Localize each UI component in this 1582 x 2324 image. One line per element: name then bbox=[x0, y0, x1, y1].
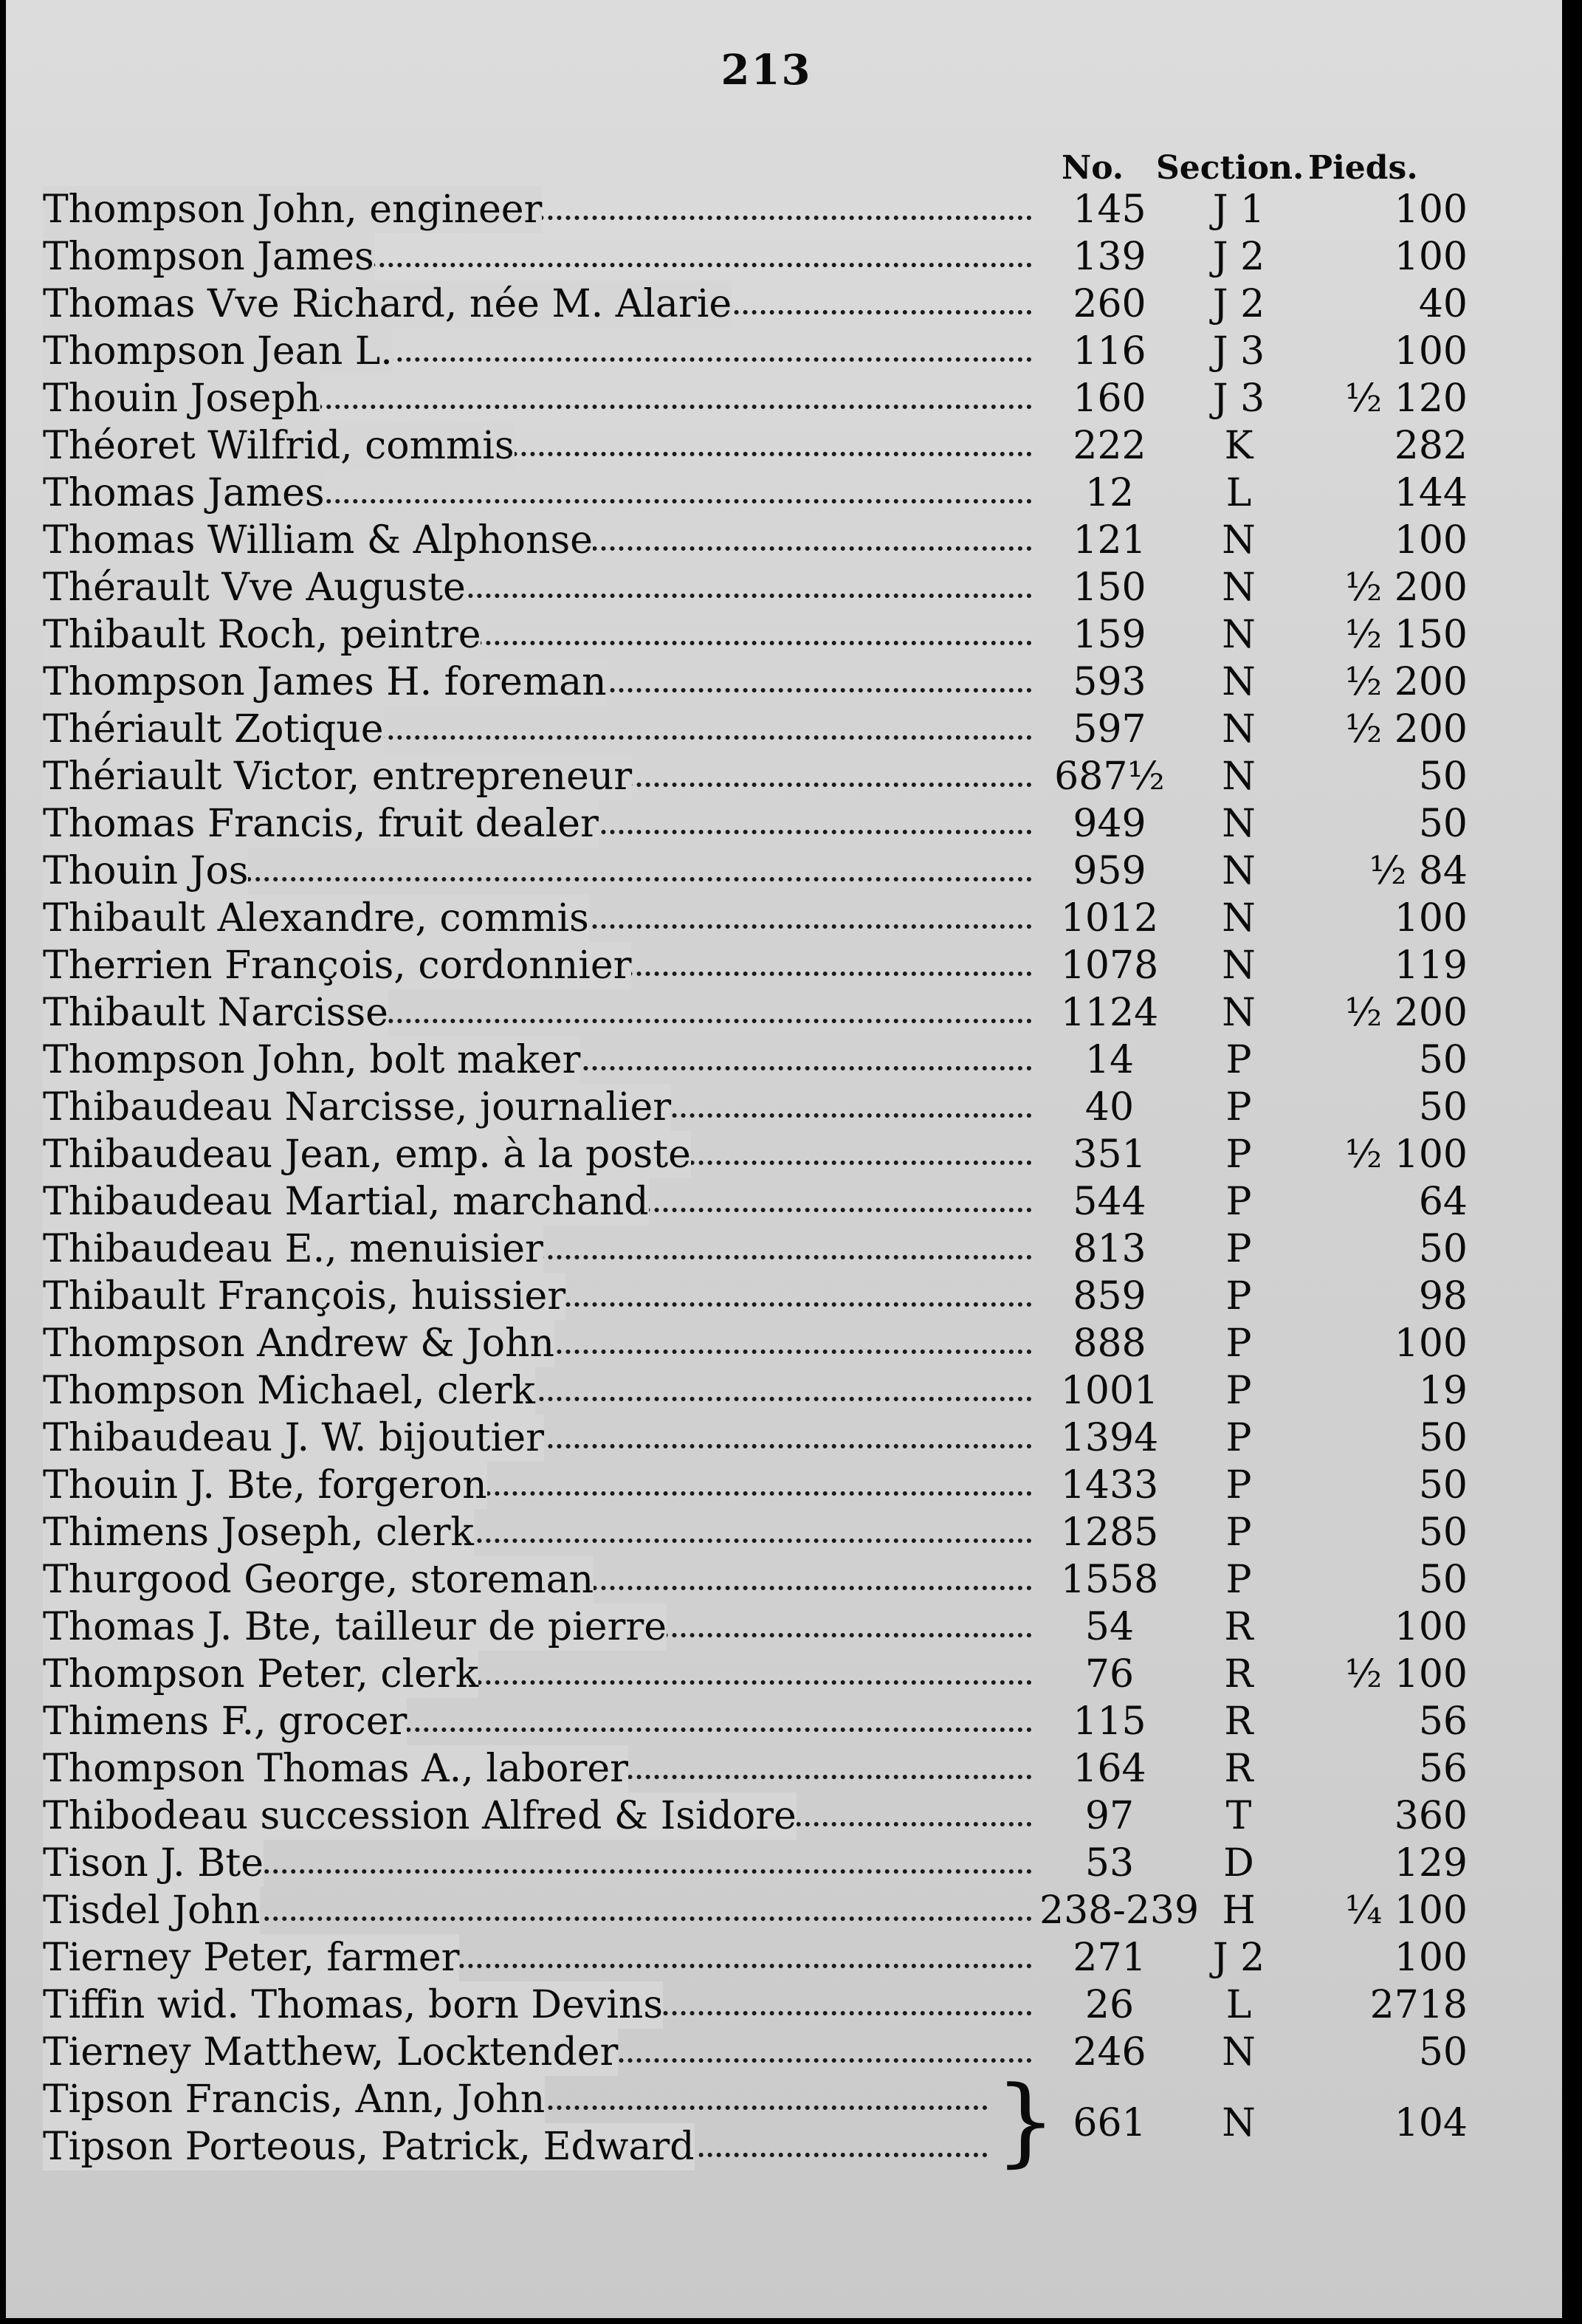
entry-name-cell bbox=[43, 375, 1032, 422]
entry-name-cell bbox=[43, 848, 1032, 895]
list-item bbox=[43, 1840, 1534, 1887]
grouped-list-item bbox=[43, 2065, 1534, 2177]
entry-pieds: 40 bbox=[1418, 282, 1468, 326]
entry-section: J 2 bbox=[1212, 1936, 1265, 1980]
entry-pieds: ½ 200 bbox=[1344, 660, 1468, 704]
entry-name: Tierney Peter, farmer bbox=[43, 1936, 460, 1980]
entry-no: 1001 bbox=[1060, 1369, 1159, 1413]
entry-pieds: 100 bbox=[1394, 188, 1468, 232]
entry-no: 150 bbox=[1073, 565, 1146, 610]
entry-pieds: ¼ 100 bbox=[1344, 1888, 1468, 1933]
entry-name-cell bbox=[43, 1131, 1032, 1178]
entry-name-cell bbox=[43, 422, 1032, 470]
entry-section: L bbox=[1225, 471, 1252, 515]
entry-name-cell bbox=[43, 1414, 1032, 1462]
list-item bbox=[43, 1462, 1534, 1509]
list-item bbox=[43, 1509, 1534, 1556]
entry-pieds: ½ 120 bbox=[1344, 377, 1468, 421]
entry-name: Tipson Francis, Ann, John bbox=[43, 2077, 546, 2122]
entry-pieds: ½ 150 bbox=[1344, 613, 1468, 657]
entry-name-cell bbox=[43, 1745, 1032, 1792]
entry-pieds: ½ 84 bbox=[1369, 849, 1468, 893]
entry-no: 859 bbox=[1073, 1274, 1146, 1319]
entry-pieds: 129 bbox=[1394, 1841, 1468, 1885]
entry-section: J 2 bbox=[1212, 235, 1265, 279]
directory-page bbox=[6, 0, 1562, 2318]
entry-pieds: 50 bbox=[1418, 754, 1468, 799]
entry-pieds: 360 bbox=[1394, 1794, 1468, 1838]
list-item bbox=[43, 1273, 1534, 1320]
entry-section: J 2 bbox=[1212, 282, 1265, 326]
entry-section: K bbox=[1224, 424, 1253, 468]
list-item bbox=[43, 1745, 1534, 1792]
entry-name-cell bbox=[43, 1273, 1032, 1320]
entry-name: Thérault Vve Auguste bbox=[43, 565, 466, 610]
entry-no: 76 bbox=[1084, 1652, 1135, 1696]
entry-section: D bbox=[1223, 1841, 1254, 1885]
entry-name: Thomas James bbox=[43, 471, 325, 515]
entry-name-cell bbox=[43, 1792, 1032, 1840]
list-item bbox=[43, 1698, 1534, 1745]
grouping-brace: } bbox=[995, 2065, 1056, 2177]
list-item bbox=[43, 1320, 1534, 1367]
entry-name-cell bbox=[43, 2029, 1032, 2076]
entry-pieds: 50 bbox=[1418, 1416, 1468, 1460]
entry-section: T bbox=[1225, 1794, 1252, 1838]
entry-name: Thompson Peter, clerk bbox=[43, 1652, 479, 1696]
entry-section: N bbox=[1222, 754, 1256, 799]
entry-pieds: 100 bbox=[1394, 1605, 1468, 1649]
list-item bbox=[43, 1084, 1534, 1131]
entry-no: 351 bbox=[1073, 1132, 1146, 1177]
entry-name: Thomas William & Alphonse bbox=[43, 518, 593, 563]
entry-no: 959 bbox=[1073, 849, 1146, 893]
entry-pieds: 50 bbox=[1418, 1227, 1468, 1271]
list-item bbox=[43, 1792, 1534, 1840]
list-item bbox=[43, 848, 1534, 895]
entry-no: 159 bbox=[1073, 613, 1146, 657]
entry-no: 544 bbox=[1073, 1180, 1146, 1224]
entry-name-cell bbox=[43, 470, 1032, 517]
entry-section: P bbox=[1225, 1038, 1252, 1082]
list-item bbox=[43, 281, 1534, 328]
entry-name-cell bbox=[43, 706, 1032, 753]
entry-no: 164 bbox=[1073, 1747, 1146, 1791]
entry-section: R bbox=[1224, 1605, 1253, 1649]
entry-no: 115 bbox=[1073, 1699, 1146, 1744]
entry-pieds: 100 bbox=[1394, 329, 1468, 374]
entry-name: Thibaudeau Martial, marchand bbox=[43, 1180, 649, 1224]
entry-pieds: 100 bbox=[1394, 1321, 1468, 1366]
entry-pieds: 56 bbox=[1418, 1747, 1468, 1791]
entry-section: N bbox=[1222, 565, 1256, 610]
entry-name-cell bbox=[43, 517, 1032, 564]
entry-section: J 3 bbox=[1212, 377, 1265, 421]
entry-pieds: 50 bbox=[1418, 1463, 1468, 1507]
entry-name-cell bbox=[43, 1698, 1032, 1745]
entry-no: 1394 bbox=[1060, 1416, 1159, 1460]
entry-name: Thompson Andrew & John bbox=[43, 1321, 555, 1366]
entry-no: 1285 bbox=[1060, 1510, 1159, 1555]
entry-section: P bbox=[1225, 1227, 1252, 1271]
entry-no: 271 bbox=[1073, 1936, 1146, 1980]
entry-section: P bbox=[1225, 1369, 1252, 1413]
entry-name-cell bbox=[43, 753, 1032, 800]
entry-no: 813 bbox=[1073, 1227, 1146, 1271]
list-item bbox=[43, 659, 1534, 706]
entry-pieds: ½ 200 bbox=[1344, 565, 1468, 610]
entry-name: Thompson John, bolt maker bbox=[43, 1038, 581, 1082]
entry-name: Tison J. Bte bbox=[43, 1841, 264, 1885]
list-item bbox=[43, 2029, 1534, 2076]
entry-section: N bbox=[1222, 802, 1256, 846]
entry-name: Thibault Narcisse bbox=[43, 991, 388, 1035]
entry-name-cell bbox=[43, 1367, 1032, 1414]
entry-pieds: 100 bbox=[1394, 518, 1468, 563]
entry-section: N bbox=[1222, 707, 1256, 752]
entry-pieds: 50 bbox=[1418, 1510, 1468, 1555]
entry-name: Thompson Jean L. bbox=[43, 329, 393, 374]
entry-section: P bbox=[1225, 1558, 1252, 1602]
entry-name: Thériault Zotique bbox=[43, 707, 384, 752]
entry-name: Thompson James H. foreman bbox=[43, 660, 607, 704]
entry-no: 888 bbox=[1073, 1321, 1146, 1366]
entry-name-cell bbox=[43, 895, 1032, 942]
entry-name-cell bbox=[43, 800, 1032, 848]
entry-pieds: 100 bbox=[1394, 235, 1468, 279]
entry-pieds: 56 bbox=[1418, 1699, 1468, 1744]
entry-no: 53 bbox=[1084, 1841, 1135, 1885]
entry-pieds: ½ 200 bbox=[1344, 707, 1468, 752]
list-item bbox=[43, 1887, 1534, 1934]
entry-name-cell bbox=[43, 1084, 1032, 1131]
entry-no: 145 bbox=[1073, 188, 1146, 232]
list-item bbox=[43, 800, 1534, 848]
entry-no: 661 bbox=[1073, 2101, 1146, 2145]
list-item bbox=[43, 895, 1534, 942]
entry-no: 12 bbox=[1084, 471, 1135, 515]
entry-no: 687½ bbox=[1054, 754, 1165, 799]
entry-name: Tisdel John bbox=[43, 1888, 261, 1933]
entry-section: P bbox=[1225, 1321, 1252, 1366]
entry-section: P bbox=[1225, 1510, 1252, 1555]
entry-name-cell bbox=[43, 1178, 1032, 1225]
entry-name: Thibault François, huissier bbox=[43, 1274, 566, 1319]
entry-section: R bbox=[1224, 1652, 1253, 1696]
entry-name: Thibault Alexandre, commis bbox=[43, 896, 589, 941]
entry-no: 260 bbox=[1073, 282, 1146, 326]
entry-name: Therrien François, cordonnier bbox=[43, 943, 632, 988]
entry-name-cell bbox=[43, 611, 1032, 659]
entry-name: Thimens F., grocer bbox=[43, 1699, 407, 1744]
entry-name-cell bbox=[43, 1981, 1032, 2029]
entry-section: P bbox=[1225, 1416, 1252, 1460]
list-item bbox=[43, 375, 1534, 422]
entry-name-cell bbox=[43, 328, 1032, 375]
entry-name-cell bbox=[43, 989, 1032, 1036]
entry-section: H bbox=[1222, 1888, 1256, 1933]
list-item bbox=[43, 1131, 1534, 1178]
entry-name: Thomas Francis, fruit dealer bbox=[43, 802, 599, 846]
header-section: Section. bbox=[1156, 149, 1304, 187]
entry-name: Thouin Jos bbox=[43, 849, 249, 893]
entry-no: 116 bbox=[1073, 329, 1146, 374]
list-item bbox=[43, 1934, 1534, 1981]
entry-no: 1078 bbox=[1060, 943, 1159, 988]
entry-name: Thompson John, engineer bbox=[43, 188, 543, 232]
header-no: No. bbox=[1062, 149, 1124, 187]
entries-list bbox=[43, 186, 1534, 2177]
entry-no: 246 bbox=[1073, 2030, 1146, 2074]
entry-no: 139 bbox=[1073, 235, 1146, 279]
list-item bbox=[43, 422, 1534, 470]
entry-section: N bbox=[1222, 896, 1256, 941]
entry-name-cell bbox=[43, 1556, 1032, 1603]
list-item bbox=[43, 1556, 1534, 1603]
entry-name-cell bbox=[43, 942, 1032, 989]
list-item bbox=[43, 1036, 1534, 1084]
entry-no: 121 bbox=[1073, 518, 1146, 563]
entry-pieds: 100 bbox=[1394, 896, 1468, 941]
entry-name-cell bbox=[43, 281, 1032, 328]
list-item bbox=[43, 517, 1534, 564]
entry-no: 40 bbox=[1084, 1085, 1135, 1130]
entry-pieds: 50 bbox=[1418, 2030, 1468, 2074]
entry-no: 593 bbox=[1073, 660, 1146, 704]
entry-name: Thompson Thomas A., laborer bbox=[43, 1747, 628, 1791]
entry-pieds: 2718 bbox=[1369, 1983, 1468, 2027]
list-item bbox=[43, 753, 1534, 800]
entry-name: Théoret Wilfrid, commis bbox=[43, 424, 515, 468]
entry-name: Thompson James bbox=[43, 235, 374, 279]
entry-no: 14 bbox=[1084, 1038, 1135, 1082]
list-item bbox=[43, 706, 1534, 753]
list-item bbox=[43, 470, 1534, 517]
entry-no: 160 bbox=[1073, 377, 1146, 421]
entry-pieds: 50 bbox=[1418, 1085, 1468, 1130]
entry-no: 597 bbox=[1073, 707, 1146, 752]
entry-name-cell bbox=[43, 1887, 1032, 1934]
page-number: 213 bbox=[721, 46, 812, 94]
entry-name-cell bbox=[43, 1603, 1032, 1651]
entry-name: Thimens Joseph, clerk bbox=[43, 1510, 474, 1555]
entry-section: R bbox=[1224, 1747, 1253, 1791]
entry-pieds: 104 bbox=[1394, 2101, 1468, 2145]
entry-name: Thompson Michael, clerk bbox=[43, 1369, 535, 1413]
entry-section: P bbox=[1225, 1132, 1252, 1177]
entry-pieds: 19 bbox=[1418, 1369, 1468, 1413]
entry-no: 1124 bbox=[1060, 991, 1159, 1035]
entry-name-cell bbox=[43, 233, 1032, 281]
entry-name: Tipson Porteous, Patrick, Edward bbox=[43, 2125, 695, 2169]
entry-pieds: 50 bbox=[1418, 1558, 1468, 1602]
entry-section: N bbox=[1222, 849, 1256, 893]
entry-name: Thibaudeau Jean, emp. à la poste bbox=[43, 1132, 691, 1177]
entry-section: N bbox=[1222, 2101, 1256, 2145]
entry-section: P bbox=[1225, 1463, 1252, 1507]
entry-no: 54 bbox=[1084, 1605, 1135, 1649]
entry-name-cell bbox=[43, 186, 1032, 233]
entry-no: 97 bbox=[1084, 1794, 1135, 1838]
entry-name-cell bbox=[43, 564, 1032, 611]
entry-name: Tierney Matthew, Locktender bbox=[43, 2030, 619, 2074]
entry-pieds: ½ 100 bbox=[1344, 1132, 1468, 1177]
list-item bbox=[43, 233, 1534, 281]
entry-name-cell bbox=[43, 659, 1032, 706]
entry-pieds: 64 bbox=[1418, 1180, 1468, 1224]
list-item bbox=[43, 611, 1534, 659]
entry-section: N bbox=[1222, 991, 1256, 1035]
header-pieds: Pieds. bbox=[1308, 149, 1418, 187]
entry-name-cell bbox=[43, 1320, 1032, 1367]
entry-section: N bbox=[1222, 518, 1256, 563]
entry-pieds: ½ 100 bbox=[1344, 1652, 1468, 1696]
list-item bbox=[43, 1367, 1534, 1414]
list-item bbox=[43, 186, 1534, 233]
entry-name: Thériault Victor, entrepreneur bbox=[43, 754, 633, 799]
entry-section: R bbox=[1224, 1699, 1253, 1744]
list-item bbox=[43, 1981, 1534, 2029]
list-item bbox=[43, 1178, 1534, 1225]
entry-pieds: 50 bbox=[1418, 1038, 1468, 1082]
entry-section: P bbox=[1225, 1085, 1252, 1130]
entry-pieds: 282 bbox=[1394, 424, 1468, 468]
entry-section: P bbox=[1225, 1180, 1252, 1224]
entry-no: 1433 bbox=[1060, 1463, 1159, 1507]
entry-name: Thibaudeau Narcisse, journalier bbox=[43, 1085, 672, 1130]
list-item bbox=[43, 328, 1534, 375]
entry-no: 1012 bbox=[1060, 896, 1159, 941]
entry-section: N bbox=[1222, 943, 1256, 988]
entry-name-cell bbox=[43, 1462, 1032, 1509]
entry-pieds: 98 bbox=[1418, 1274, 1468, 1319]
list-item bbox=[43, 1603, 1534, 1651]
entry-no: 238-239 bbox=[1039, 1888, 1200, 1933]
entry-pieds: 144 bbox=[1394, 471, 1468, 515]
list-item bbox=[43, 989, 1534, 1036]
entry-section: J 3 bbox=[1212, 329, 1265, 374]
list-item bbox=[43, 564, 1534, 611]
entry-no: 222 bbox=[1073, 424, 1146, 468]
entry-section: L bbox=[1225, 1983, 1252, 2027]
entry-name: Thibaudeau J. W. bijoutier bbox=[43, 1416, 544, 1460]
entry-name-cell bbox=[43, 1225, 1032, 1273]
entry-no: 949 bbox=[1073, 802, 1146, 846]
entry-section: N bbox=[1222, 613, 1256, 657]
list-item bbox=[43, 1225, 1534, 1273]
entry-name: Thomas Vve Richard, née M. Alarie bbox=[43, 282, 732, 326]
entry-pieds: ½ 200 bbox=[1344, 991, 1468, 1035]
entry-name: Thibodeau succession Alfred & Isidore bbox=[43, 1794, 797, 1838]
entry-name: Thouin Joseph bbox=[43, 377, 321, 421]
entry-name: Thibault Roch, peintre bbox=[43, 613, 481, 657]
entry-section: N bbox=[1222, 660, 1256, 704]
entry-name: Thomas J. Bte, tailleur de pierre bbox=[43, 1605, 667, 1649]
entry-section: P bbox=[1225, 1274, 1252, 1319]
entry-no: 26 bbox=[1084, 1983, 1135, 2027]
entry-name: Thibaudeau E., menuisier bbox=[43, 1227, 543, 1271]
entry-name: Thouin J. Bte, forgeron bbox=[43, 1463, 487, 1507]
entry-name-cell bbox=[43, 1036, 1032, 1084]
entry-pieds: 100 bbox=[1394, 1936, 1468, 1980]
entry-name: Thurgood George, storeman bbox=[43, 1558, 594, 1602]
entry-name: Tiffin wid. Thomas, born Devins bbox=[43, 1983, 664, 2027]
list-item bbox=[43, 1651, 1534, 1698]
entry-name-cell bbox=[43, 1934, 1032, 1981]
list-item bbox=[43, 942, 1534, 989]
entry-section: N bbox=[1222, 2030, 1256, 2074]
entry-no: 1558 bbox=[1060, 1558, 1159, 1602]
entry-pieds: 50 bbox=[1418, 802, 1468, 846]
entry-name-cell bbox=[43, 1509, 1032, 1556]
entry-name-cell bbox=[43, 1840, 1032, 1887]
entry-name-cell bbox=[43, 1651, 1032, 1698]
list-item bbox=[43, 1414, 1534, 1462]
entry-pieds: 119 bbox=[1394, 943, 1468, 988]
entry-section: J 1 bbox=[1212, 188, 1265, 232]
